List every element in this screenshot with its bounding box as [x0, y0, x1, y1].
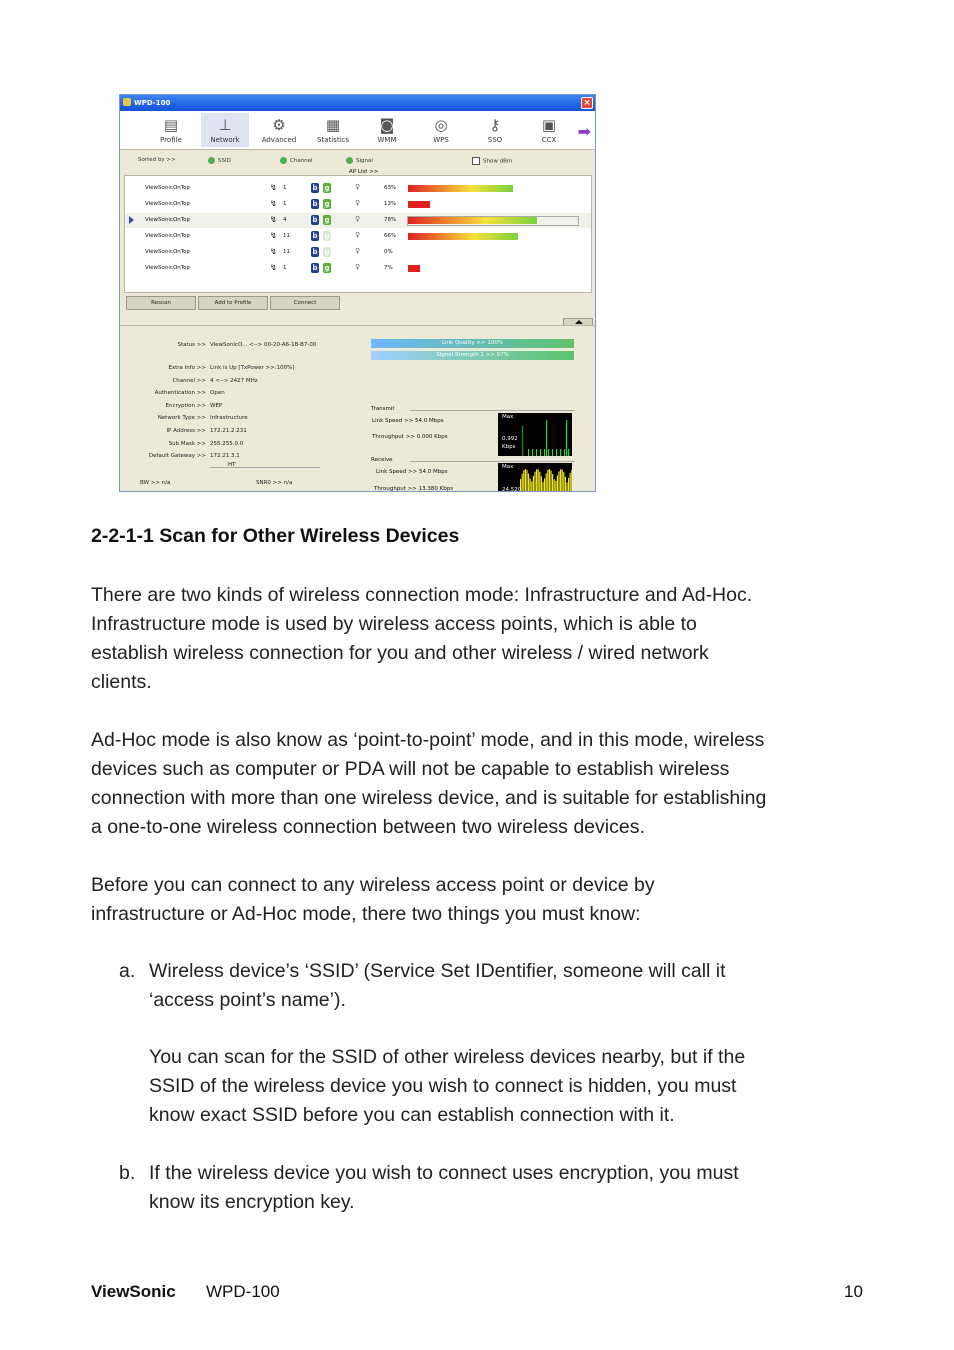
mode-b-icon: b	[312, 264, 318, 272]
ap-signal-bar	[408, 233, 518, 240]
ap-channel: 1	[283, 185, 287, 191]
sort-signal-icon	[346, 157, 353, 164]
toolbar-ccx-button[interactable]	[525, 113, 573, 147]
toolbar-profile-button[interactable]	[147, 113, 195, 147]
status-value: Infrastructure	[210, 415, 248, 422]
ap-signal-percent: 63%	[384, 185, 397, 191]
show-dbm-label: Show dBm	[483, 158, 513, 165]
ap-ssid: ViewSonicOnTop	[145, 233, 191, 239]
toolbar-statistics-button[interactable]	[309, 113, 357, 147]
list-item-line: Wireless device’s ‘SSID’ (Service Set IDentifier, someone will call it	[149, 960, 726, 982]
graph-bar	[532, 449, 533, 456]
status-value: 255.255.0.0	[210, 440, 244, 447]
sort-channel-label: Channel	[290, 158, 313, 164]
graph-bar	[556, 449, 557, 456]
encryption-key-icon: ♀	[355, 247, 361, 255]
status-label: Authentication >>	[154, 390, 206, 397]
toolbar-label: Network	[210, 136, 240, 144]
receive-title: Receive	[371, 457, 393, 463]
list-marker: a.	[119, 960, 136, 982]
list-item-line: ‘access point’s name’).	[149, 989, 346, 1011]
mode-b-icon: b	[312, 200, 318, 208]
mode-b-icon: b	[312, 232, 318, 240]
receive-divider	[410, 461, 575, 462]
graph-bar	[562, 469, 563, 492]
status-label: Sub Mask >>	[168, 440, 206, 447]
ap-channel: 11	[283, 233, 290, 239]
paragraph-line: infrastructure or Ad-Hoc mode, there two things you must know:	[91, 903, 641, 925]
ap-signal-percent: 13%	[384, 201, 397, 207]
transmit-throughput: Throughput >> 0.000 Kbps	[372, 434, 448, 440]
encryption-key-icon: ♀	[355, 215, 361, 223]
advanced-icon: ⚙	[272, 116, 286, 134]
graph-bar	[565, 477, 566, 492]
channel-icon: ↯	[270, 199, 277, 208]
list-item-line: know its encryption key.	[149, 1191, 355, 1213]
ap-channel: 11	[283, 249, 290, 255]
status-value: 172.21.2.231	[210, 428, 247, 434]
graph-bar	[541, 476, 542, 492]
graph-bar	[536, 469, 537, 492]
graph-bar	[568, 449, 569, 456]
graph-bar	[563, 472, 564, 492]
receive-link-speed: Link Speed >> 54.0 Mbps	[376, 469, 448, 475]
sort-signal-option[interactable]	[346, 157, 373, 164]
transmit-link-speed: Link Speed >> 54.0 Mbps	[372, 418, 444, 424]
list-marker: b.	[119, 1162, 136, 1184]
graph-bar	[528, 474, 529, 492]
rescan-button[interactable]: Rescan	[126, 296, 196, 310]
app-icon	[123, 98, 131, 106]
mode-g-icon: g	[324, 216, 330, 224]
sorted-by-label: Sorted by >>	[138, 157, 176, 163]
sort-ssid-label: SSID	[218, 158, 231, 164]
connect-button[interactable]: Connect	[270, 296, 340, 310]
sso-icon: ⚷	[489, 116, 501, 134]
sort-channel-icon	[280, 157, 287, 164]
toolbar-label: Advanced	[261, 136, 297, 144]
sort-ssid-option[interactable]	[208, 157, 231, 164]
ap-signal-percent: 0%	[384, 249, 393, 255]
toolbar-label: WMM	[377, 136, 397, 144]
bw-value: BW >> n/a	[140, 480, 171, 486]
status-value: Link is Up [TxPower >>:100%]	[210, 365, 295, 371]
graph-bar	[550, 470, 551, 492]
graph-bar	[549, 469, 550, 492]
channel-icon: ↯	[270, 231, 277, 240]
footer-model: WPD-100	[206, 1282, 280, 1301]
toolbar-label: Profile	[160, 136, 182, 144]
graph-bar	[531, 481, 532, 492]
receive-graph	[498, 463, 572, 492]
ap-signal-bar	[408, 217, 537, 224]
ap-list-row[interactable]	[125, 213, 591, 228]
encryption-key-icon: ♀	[355, 199, 361, 207]
section-heading: 2-2-1-1 Scan for Other Wireless Devices	[91, 525, 460, 547]
list-item-line: If the wireless device you wish to connect uses encryption, you must	[149, 1162, 739, 1184]
network-icon: ⊥	[218, 116, 232, 134]
graph-bar	[568, 478, 569, 492]
graph-bar	[546, 473, 547, 492]
toolbar-network-button[interactable]	[201, 113, 249, 147]
sort-channel-option[interactable]	[280, 157, 313, 164]
graph-bar	[546, 420, 547, 456]
paragraph-line: a one-to-one wireless connection between two wireless devices.	[91, 816, 645, 838]
transmit-graph	[498, 413, 572, 456]
ap-ssid: ViewSonicOnTop	[145, 217, 191, 223]
ap-channel: 1	[283, 201, 287, 207]
graph-bar	[547, 470, 548, 492]
graph-bar	[523, 470, 524, 492]
show-dbm-checkbox[interactable]	[472, 157, 512, 165]
list-item-line: You can scan for the SSID of other wireless devices nearby, but if the	[149, 1046, 746, 1068]
list-item-line: SSID of the wireless device you wish to connect is hidden, you must	[149, 1075, 737, 1097]
status-label: IP Address >>	[166, 428, 206, 434]
ap-signal-bar	[408, 201, 430, 208]
graph-bar	[533, 476, 534, 492]
channel-icon: ↯	[270, 263, 277, 272]
mode-g-icon: g	[324, 232, 330, 240]
transmit-title: Transmit	[371, 406, 395, 412]
status-label: Status >>	[177, 342, 206, 348]
ap-signal-percent: 78%	[384, 217, 397, 223]
status-value: 4 <--> 2427 MHz	[210, 377, 258, 384]
toolbar-label: CCX	[541, 136, 557, 144]
encryption-key-icon: ♀	[355, 183, 361, 191]
graph-bar	[566, 420, 567, 456]
window-titlebar	[120, 95, 595, 111]
ap-signal-percent: 66%	[384, 233, 397, 239]
status-value: 172.21.3.1	[210, 453, 240, 460]
status-label: Network Type >>	[157, 415, 206, 422]
status-value: WEP	[210, 402, 223, 409]
channel-icon: ↯	[270, 215, 277, 224]
transmit-graph-max: Max	[502, 414, 514, 420]
mode-g-icon: g	[324, 264, 330, 272]
mode-b-icon: b	[312, 184, 318, 192]
channel-icon: ↯	[270, 183, 277, 192]
checkbox-icon	[472, 157, 480, 165]
graph-bar	[557, 475, 558, 492]
transmit-graph-unit: Kbps	[502, 444, 516, 450]
toolbar-wps-button[interactable]	[417, 113, 465, 147]
ap-list-row[interactable]	[125, 197, 591, 212]
graph-bar	[571, 470, 572, 492]
graph-bar	[552, 449, 553, 456]
ap-list	[124, 169, 592, 293]
toolbar-advanced-button[interactable]	[255, 113, 303, 147]
ap-signal-bar	[408, 185, 513, 192]
ht-divider	[210, 467, 320, 468]
graph-bar	[544, 449, 545, 456]
graph-bar	[530, 479, 531, 492]
toolbar-label: Statistics	[317, 136, 349, 144]
graph-bar	[534, 472, 535, 492]
wmm-icon: ◙	[379, 116, 395, 134]
status-value: Open	[210, 390, 225, 397]
sort-signal-label: Signal	[356, 158, 373, 164]
add-to-profile-button[interactable]: Add to Profile	[198, 296, 268, 310]
graph-bar	[555, 481, 556, 492]
ap-ssid: ViewSonicOnTop	[145, 249, 191, 255]
graph-bar	[522, 426, 523, 456]
receive-graph-max: Max	[502, 464, 514, 470]
mode-g-icon: g	[324, 184, 330, 192]
ap-ssid: ViewSonicOnTop	[145, 201, 191, 207]
channel-icon: ↯	[270, 247, 277, 256]
graph-bar	[552, 474, 553, 492]
ap-list-row[interactable]	[125, 181, 591, 196]
wps-icon: ◎	[434, 116, 448, 134]
ap-list-label: AP List >>	[349, 169, 379, 175]
ht-label: HT	[228, 462, 236, 468]
ap-list-row[interactable]	[125, 245, 591, 260]
sort-ssid-icon	[208, 157, 215, 164]
graph-bar	[528, 449, 529, 456]
ap-channel: 1	[283, 265, 287, 271]
encryption-key-icon: ♀	[355, 231, 361, 239]
mode-b-icon: b	[312, 216, 318, 224]
selected-row-arrow-icon	[129, 216, 134, 224]
transmit-graph-value: 0.992	[502, 436, 518, 442]
toolbar-label: WPS	[433, 136, 449, 144]
signal-strength-bar: Signal Strength 1 >> 97%	[371, 351, 574, 360]
graph-bar	[538, 469, 539, 492]
graph-bar	[525, 469, 526, 492]
ap-ssid: ViewSonicOnTop	[145, 185, 191, 191]
status-value: ViewSonicO... <--> 00-20-A6-1B-B7-00	[210, 342, 317, 348]
ap-list-row[interactable]	[125, 229, 591, 244]
graph-bar	[554, 479, 555, 492]
graph-bar	[522, 474, 523, 492]
graph-bar	[564, 449, 565, 456]
mode-g-icon: g	[324, 248, 330, 256]
transmit-divider	[410, 410, 575, 411]
graph-bar	[560, 449, 561, 456]
page-number: 10	[844, 1282, 863, 1301]
ap-channel: 4	[283, 217, 287, 223]
graph-bar	[570, 473, 571, 492]
window-title: WPD-100	[134, 99, 171, 107]
forward-arrow-icon[interactable]: ➡	[577, 122, 591, 141]
status-label: Extra Info >>	[168, 365, 206, 371]
paragraph-line: connection with more than one wireless device, and is suitable for establishing	[91, 787, 767, 809]
status-label: Encryption >>	[165, 402, 206, 409]
list-item-line: know exact SSID before you can establish connection with it.	[149, 1104, 675, 1126]
mode-b-icon: b	[312, 248, 318, 256]
graph-bar	[558, 471, 559, 492]
status-label: Default Gateway >>	[148, 453, 206, 460]
close-button[interactable]: ×	[581, 97, 593, 109]
graph-bar	[560, 469, 561, 492]
graph-bar	[539, 472, 540, 492]
footer-brand: ViewSonic	[91, 1282, 176, 1301]
graph-bar	[566, 482, 567, 492]
profile-icon: ▤	[163, 116, 179, 134]
graph-bar	[542, 482, 543, 492]
receive-throughput: Throughput >> 13.380 Kbps	[374, 486, 454, 492]
ap-signal-percent: 7%	[384, 265, 393, 271]
snr-value: SNR0 >> n/a	[256, 480, 293, 486]
statistics-icon: ▦	[325, 116, 341, 134]
mode-g-icon: g	[324, 200, 330, 208]
receive-graph-value: 24.520	[502, 487, 522, 492]
link-quality-bar: Link Quality >> 100%	[371, 339, 574, 348]
paragraph-line: clients.	[91, 671, 152, 693]
toolbar-wmm-button[interactable]	[363, 113, 411, 147]
encryption-key-icon: ♀	[355, 263, 361, 271]
graph-bar	[536, 449, 537, 456]
panel-divider	[120, 325, 595, 326]
graph-bar	[540, 449, 541, 456]
paragraph-line: establish wireless connection for you and other wireless / wired network	[91, 642, 709, 664]
graph-bar	[548, 449, 549, 456]
paragraph-line: Ad-Hoc mode is also know as ‘point-to-point’ mode, and in this mode, wireless	[91, 729, 765, 751]
paragraph-line: There are two kinds of wireless connection mode: Infrastructure and Ad-Hoc.	[91, 584, 753, 606]
graph-bar	[526, 470, 527, 492]
paragraph-line: Before you can connect to any wireless access point or device by	[91, 874, 655, 896]
graph-bar	[544, 478, 545, 492]
ap-signal-bar	[408, 265, 420, 272]
paragraph-line: Infrastructure mode is used by wireless access points, which is able to	[91, 613, 697, 635]
ccx-icon: ▣	[541, 116, 557, 134]
ap-ssid: ViewSonicOnTop	[145, 265, 191, 271]
paragraph-line: devices such as computer or PDA will not be capable to establish wireless	[91, 758, 730, 780]
sort-bar	[120, 155, 595, 167]
ap-list-row[interactable]	[125, 261, 591, 276]
utility-screenshot	[119, 94, 596, 492]
toolbar	[120, 111, 595, 150]
toolbar-label: SSO	[487, 136, 503, 144]
toolbar-sso-button[interactable]	[471, 113, 519, 147]
status-label: Channel >>	[172, 377, 206, 384]
